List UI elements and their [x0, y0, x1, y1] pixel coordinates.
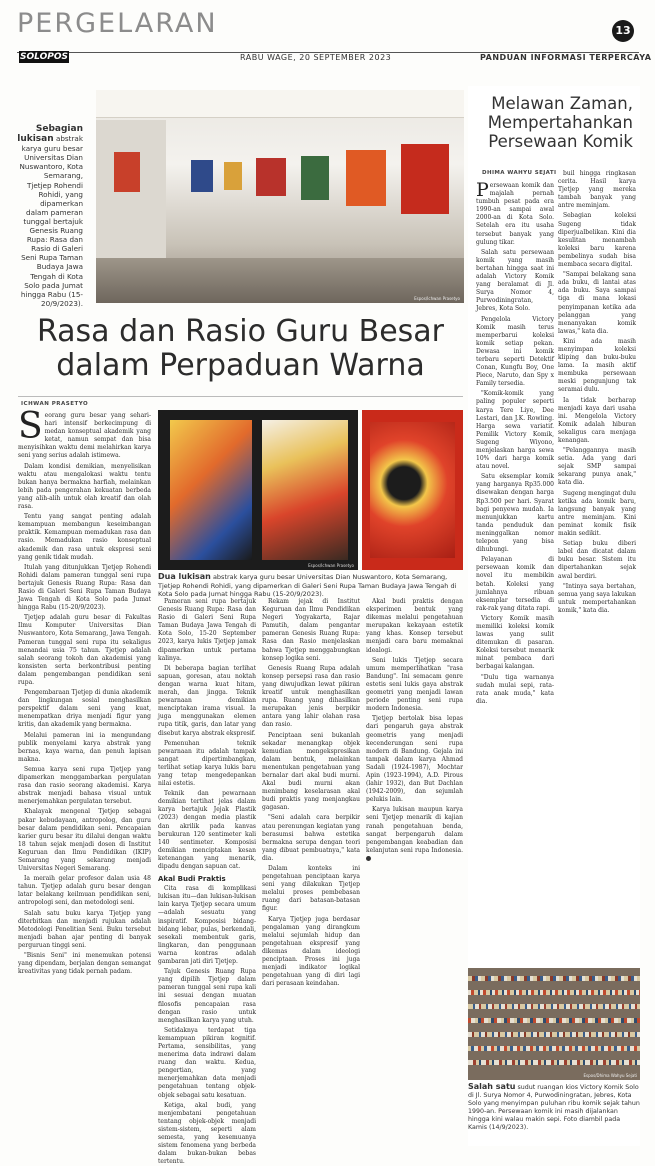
comic-shelf — [468, 1046, 640, 1051]
painting-photo-left — [158, 410, 358, 570]
paragraph: Setidaknya terdapat tiga kemampuan pikiran kognitif. Pertama, sensibilitas, yang menerima data indrawi dalam ruang dan waktu. Kedua, pengertian, yang menerjemahkan data menjadi pengetahuan tentang objek-objek sebagai satu kesatuan. — [158, 1026, 256, 1099]
paragraph: Pemenuhan teknik pewarnaan itu adalah tampak sangat dipertimbangkan, terlihat setiap karya lukis baru yang tetap mengedepankan nilai estetis. — [158, 739, 256, 788]
main-column-3 — [262, 598, 360, 1142]
gallery-caption-lead: Sebagian lukisan — [17, 124, 83, 145]
paragraph: Kini ada masih menyimpan koleksi kliping dan buku-buku lama. Ia masih aktif membuka persewaan meski pengunjung tak seramai dulu. — [558, 337, 636, 394]
headline-rule — [18, 396, 463, 397]
gallery-floor — [96, 258, 464, 303]
paragraph: Victory Komik masih memiliki koleksi komik lawas yang sulit ditemukan di pasaran. Koleksi tersebut menarik minat pembaca dari berbagai kalangan. — [476, 614, 554, 671]
kiosk-caption-lead: Salah satu — [468, 1082, 516, 1091]
paragraph: Teknik dan pewarnaan demikian tertihat jelas dalam karya bertajuk Jejak Plastik (2023) dengan media plastik dan akrilik pada kanvas berukuran 120 sentimeter kali 140 sentimeter. Komposisi demikian menciptakan kesan ketenangan yang menarik, dipadu dengan sapuan cat. — [158, 790, 256, 870]
comic-kiosk-photo — [468, 968, 640, 1080]
drop-cap: S — [18, 406, 43, 447]
main-byline: ICHWAN PRASETYO — [21, 401, 89, 407]
comic-shelf — [468, 976, 640, 981]
paragraph: buil hingga ringkasan cerita. Hasil karya Tjetjep yang mereka tambah banyak yang antre meminjam. — [558, 170, 636, 210]
gallery-caption-text: abstrak karya guru besar Universitas Dian Nuswantoro, Kota Semarang, Tjetjep Rohendi Rohidi, yang dipamerkan dalam pameran tunggal bertajuk Genesis Ruang Rupa: Rasa dan Rasio di Galeri Seni Rupa Taman Budaya Jawa Tengah di Kota Solo pada Jumat hingga Rabu (15-20/9/2023). — [19, 134, 83, 308]
paragraph: Khalayak mengenal Tjetjep sebagai pakar kebudayaan, antropolog, dan guru besar dalam pendidikan seni. Pencapaian karier guru besar itu dilalui dengan waktu 18 tahun sejak menjadi dosen di Institut Keguruan dan Ilmu Pendidikan (IKIP) Semarang yang sekarang menjadi Universitas Negeri Semarang. — [18, 808, 151, 873]
comic-shelf — [468, 990, 640, 995]
tagline: PANDUAN INFORMASI TERPERCAYA — [480, 53, 652, 62]
paragraph: Tentu yang sangat penting adalah kemampuan membangun keseimbangan praktik. Kemampuan memadukan rasa dan rasio. Memadukan rasio konseptual akademik dan rasa untuk ekspresi seni yang genik tidak mudah. — [18, 513, 151, 561]
main-headline: Rasa dan Rasio Guru Besar dalam Perpaduan Warna — [36, 314, 445, 383]
paragraph: "Komik-komik yang paling populer seperti karya Tere Liye, Dee Lestari, dan J.K. Rowling. Harga sewa variatif. Pemilik Victory Komik, Sugeng Wiyono, menjelaskan harga sewa 10% dari harga komik atau novel. — [476, 390, 554, 471]
paragraph: Setiap buku diberi label dan dicatat dalam buku besar. Sistem itu dipertahankan sejak awal berdiri. — [558, 540, 636, 580]
main-column-4 — [366, 598, 463, 1142]
main-column-1 — [18, 406, 151, 1142]
paragraph: Sugeng mengingat dulu ketika ada komik baru, langsung banyak yang antre meminjam. Kini peminat komik fisik makin sedikit. — [558, 489, 636, 538]
paragraph: Pengelola Victory Komik masih terus memperbarui koleksi komik setiap pekan. Dewasa ini komik terbaru seperti Detektif Conan, Kungfu Boy, One Piece, Naruto, dan Spy x Family tersedia. — [476, 315, 554, 388]
photo-credit: Espos/Ichwan Prasetyo — [308, 563, 354, 568]
paragraph: Melalui pameran ini ia mengundang publik menyelami karya abstrak yang bernas, kaya warna, dan penuh lapisan makna. — [18, 731, 151, 763]
paragraph: Penciptaan seni bukanlah sekadar menangkap objek kemudian mengekspresikan dalam bentuk, melainkan menentukan pengetahuan yang bernalar dari akal budi murni. Akal budi murni akan menimbang keselarasan akal budi praktis yang menjangkau gagasan. — [262, 731, 360, 812]
paragraph: "Pelanggannya masih setia. Ada yang dari sejak SMP sampai sekarang punya anak," kata dia. — [558, 447, 636, 487]
subhead: Akal Budi Praktis — [158, 875, 226, 884]
page-number: 13 — [612, 20, 634, 42]
paragraph: Di beberapa bagian terlihat sapuan, goresan, atau noktah dengan warna kuat hitam, merah, dan jingga. Teknik pewarnaan demikian menciptakan irama visual. Ia juga menggunakan elemen rupa titik, garis, dan latar yang disebut karya abstrak ekspresif. — [158, 664, 256, 737]
painting-caption-text: abstrak karya guru besar Universitas Dian Nuswantoro, Kota Semarang, Tjetjep Rohendi Rohidi, yang dipamerkan di Galeri Seni Rupa Taman Budaya Jawa Tengah di Kota Solo pada Jumat hingga Rabu (15-20/9/2023). — [158, 573, 457, 599]
gallery-painting — [191, 160, 213, 192]
painting-panel — [170, 420, 252, 560]
paragraph: Genesis Ruang Rupa adalah konsep persepsi rasa dan rasio yang diwujudkan lewat pikiran kreatif untuk menghasilkan rupa. Ruang yang dihasilkan merupakan jenis berpikir antara yang lahir olahan rasa dan rasio. — [262, 664, 360, 729]
section-title: PERGELARAN — [17, 8, 218, 39]
gallery-caption — [17, 124, 83, 308]
paragraph: Karya lukisan maupun karya seni Tjetjep menarik di kajian ranah pengetahuan benda, sangat berpengaruh dalam pengembangan keabadian dan kelanjutan seni rupa Indonesia. — [366, 806, 463, 863]
gallery-painting — [224, 162, 242, 190]
paragraph: Karya Tjetjep juga berdasar pengalaman yang dirangkum melalui sejumlah hidup dan pengetahuan ekspresif yang dikemas dalam ideologi penciptaan. Proses ini juga menjadi indikator logikal pengetahuan yang di diri lagi dari perasaan keindahan. — [262, 915, 360, 988]
paragraph: Akal budi praktis dengan eksperimen bentuk yang dikemas melalui pengetahuan merupakan kekayaan estetik yang khas. Konsep tersebut menjadi cara baru memaknai idealogi. — [366, 598, 463, 654]
paragraph: Salah satu buku karya Tjetjep yang diterbitkan dan menjadi rujukan adalah Metodologi Penelitian Seni. Buku tersebut menjadi bahan ajar penting di banyak perguruan tinggi seni. — [18, 909, 151, 949]
paragraph: Pelayanan di persewaan komik dan novel itu membikin betah. Koleksi yang jumlahnya ribuan eksemplar tersedia di rak-rak yang ditata rapi. — [476, 556, 554, 612]
paragraph: Tjetjep adalah guru besar di Fakultas Ilmu Komputer Universitas Dian Nuswantoro, Kota Semarang, Jawa Tengah. Pameran tunggal seni rupa itu sekaligus menandai usia 75 tahun. Tjetjep adalah salah seorang tokoh dan akademisi yang konsisten serta berkontribusi penting dalam pengembangan pendidikan seni rupa. — [18, 614, 151, 686]
paragraph: "Seni adalah cara berpikir atau perenungan kegiatan yang berasumsi bahwa estetika bermakna serupa dengan teori yang dibuat pembuatnya," kata dia. — [262, 814, 360, 862]
paragraph: Ia meraih gelar profesor dalan usia 48 tahun. Tjetjep adalah guru besar dengan latar belakang keilmuan pendidikan seni, antropologi seni, dan metodologi seni. — [18, 875, 151, 907]
kiosk-caption-text: sudut ruangan kios Victory Komik Solo di Jl. Surya Nomor 4, Purwodiningratan, Jebres, Kota Solo yang menyimpan puluhan ribu komik sejak tahun 1990-an. Persewaan komik ini masih dijalankan hingga kini walau makin sepi. Foto diambil pada Kamis (14/9/2023). — [468, 1084, 640, 1132]
painting-photo-right — [362, 410, 463, 570]
side-column-1 — [476, 179, 554, 708]
gallery-wall — [96, 120, 166, 280]
dateline: RABU WAGE, 20 SEPTEMBER 2023 — [240, 53, 392, 62]
paragraph: Cita rasa di komplikasi lukisan itu—dan lukisan-lukisan lain karya Tjetjep secara umum—adalah sesuatu yang inspiratif. Komposisi bidang-bidang lebar, pulas, berkendali, sesekali membentuk garis, lingkaran, dan penggunaan warna kontras adalah gambaran jati diri Tjetjep. — [158, 885, 256, 966]
painting-panel — [370, 422, 455, 558]
paragraph: Tajuk Genesis Ruang Rupa yang dipilih Tjetjep dalam pameran tunggal seni rupa kali ini sesuai dengan muatan filosofis pencapaian rasa dengan rasio untuk menghasilkan karya yang utuh. — [158, 968, 256, 1024]
paragraph: Ia tidak berharap menjadi kaya dari usaha ini. Mengelola Victory Komik adalah hiburan sekaligus cara menjaga kenangan. — [558, 396, 636, 444]
end-mark-icon — [366, 856, 371, 861]
solopos-logo: SOLOPOS — [20, 52, 68, 62]
paragraph: "Sampai belakang sana ada buku, di lantai atas ada buku. Saya sampai tiga di mana lokasi penyimpanan ketika ada pelanggan yang menanyakan komik lawas," kata dia. — [558, 271, 636, 335]
gallery-painting — [256, 158, 286, 196]
kiosk-caption — [468, 1083, 640, 1133]
gallery-painting — [346, 150, 386, 206]
painting-caption — [158, 573, 463, 599]
paragraph: Dalam konteks ini pengetahuan penciptaan karya seni yang dilakukan Tjetjep melalui proses pembebasan ruang dari batasan-batasan figur. — [262, 865, 360, 913]
paragraph: Itulah yang ditunjukkan Tjetjep Rohendi Rohidi dalam pameran tunggal seni rupa bertajuk Genesis Ruang Rupa: Rasa dan Rasio di Galeri Seni Rupa Taman Budaya Jawa Tengah di Kota Solo pada Jumat hingga Rabu (15-20/9/2023). — [18, 563, 151, 612]
gallery-painting — [301, 156, 329, 200]
main-column-2 — [158, 598, 256, 1166]
drop-cap: P — [476, 179, 489, 201]
paragraph: Tjetjep bertolak bisa lepas dari pengaruh gaya abstrak geometris yang menjadi kecenderungan seni rupa modern di Bandung. Gejala ini tampak dalam karya Ahmad Sadali (1924-1987), Mochtar Apin (1923-1994), A.D. Pirous (lahir 1932), dan But Dachlan (1942-2009), dan sejumlah pelukis lain. — [366, 715, 463, 804]
comic-shelf — [468, 1060, 640, 1065]
paragraph: Dalam kondisi demikian, menyelisikan waktu atau mengalokasi waktu tentu bukan hanya bermakna harfiah, melainkan lebih pada pengerahan kekuatan berbeda yang alih-alih untuk olah kreatif dan olah rasa. — [18, 462, 151, 511]
comic-shelf — [468, 1032, 640, 1037]
painting-panel — [262, 420, 348, 560]
paragraph: "Intinya saya bertahan, semua yang saya lakukan untuk mempertahankan komik," kata dia. — [558, 582, 636, 614]
side-byline: DHIMA WAHYU SEJATI — [482, 170, 557, 176]
photo-credit: Espos/Ichwan Prasetyo — [414, 296, 460, 301]
gallery-photo — [96, 90, 464, 303]
paragraph: Satu eksemplar komik yang harganya Rp35.000 disewakan dengan harga Rp3.500 per hari. Syarat bagi penyewa mudah. Ia menunjukkan kartu tanda penduduk dan meninggalkan nomor telepon yang bisa dihubungi. — [476, 473, 554, 554]
side-column-2 — [558, 170, 636, 617]
paragraph: ersewaan komik dan majalah pernah tumbuh pesat pada era 1990-an sampai awal 2000-an di Kota Solo. Setelah era itu usaha tersebut banyak yang gulung tikar. — [476, 182, 554, 246]
paragraph: Seni lukis Tjetjep secara umum memperlihatkan "rasa Bandung". Ini semacam genre estetis seni lukis gaya abstrak geometri yang menjadi lawan periode penting seni rupa modern Indonesia. — [366, 656, 463, 713]
paragraph: Ketiga, akal budi, yang menjembatani pengetahuan tentang objek-objek menjadi sistem-sistem, seperti alam semesta, yang kesemuanya sistem fenomena yang berbeda dalam bukan-bukan bebas tertentu. — [158, 1101, 256, 1166]
comic-shelf — [468, 1018, 640, 1023]
paragraph: eorang guru besar yang sehari-hari intensif berkecimpung di medan konseptual akademik yang ketat, namun sempat dan bisa menyisihkan waktu demi melahirkan karya seni yang serius adalah istimewa. — [18, 412, 151, 460]
paragraph: Rekam jejak di Institut Keguruan dan Ilmu Pendidikan Negeri Yogyakarta, Rajar Pamutih, dalam pengantar pameran Genesis Ruang Rupa: Rasa dan Rasio menjelaskan bahwa Tjetjep menggabungkan konsep logika seni. — [262, 598, 360, 662]
gallery-painting — [114, 152, 140, 192]
paragraph: Pengembaraan Tjetjep di dunia akademik dan lingkungan sosial menghasilkan perspektif dalam seni yang kuat, menempatkan driya menjadi figur yang kritis, dan akademik yang bermakna. — [18, 689, 151, 729]
photo-credit: Espos/Dhima Wahyu Sejati — [583, 1073, 637, 1078]
paragraph: "Dulu tiga warnanya sudah mulai sepi, rata-rata anak muda," kata dia. — [476, 673, 554, 705]
painting-caption-lead: Dua lukisan — [158, 572, 211, 581]
page-header — [0, 0, 655, 70]
side-headline: Melawan Zaman, Mempertahankan Persewaan Komik — [487, 94, 633, 151]
gallery-ceiling — [96, 90, 464, 118]
gallery-painting — [401, 144, 449, 214]
paragraph: Salah satu persewaan komik yang masih bertahan hingga saat ini adalah Victory Komik yang beralamat di Jl. Surya Nomor 4, Purwodiningratan, Jebres, Kota Solo. — [476, 248, 554, 313]
paragraph: "Bisnis Seni" ini menemukan potensi yang dipendam, berjalan dengan semangat kreativitas yang tidak pernah padam. — [18, 952, 151, 976]
comic-shelf — [468, 1004, 640, 1009]
paragraph: Sebagian koleksi Sugeng tidak diperjualbelikan. Kini dia kesulitan menambah koleksi baru karena pembelinya sudah bisa membaca secara digital. — [558, 212, 636, 269]
paragraph: Pameran seni rupa bertajuk Genesis Ruang Rupa: Rasa dan Rasio di Galeri Seni Rupa Taman Budaya Jawa Tengah di Kota Solo, 15-20 September 2023, karya lukis Tjetjep jamak dipamerkan untuk pertama kalinya. — [158, 598, 256, 662]
paragraph: Semua karya seni rupa Tjetjep yang dipamerkan menggambarkan pergulatan rasa dan rasio seorang akademisi. Karya abstrak menjadi bahasa visual untuk menerjemahkan pergulatan tersebut. — [18, 765, 151, 806]
